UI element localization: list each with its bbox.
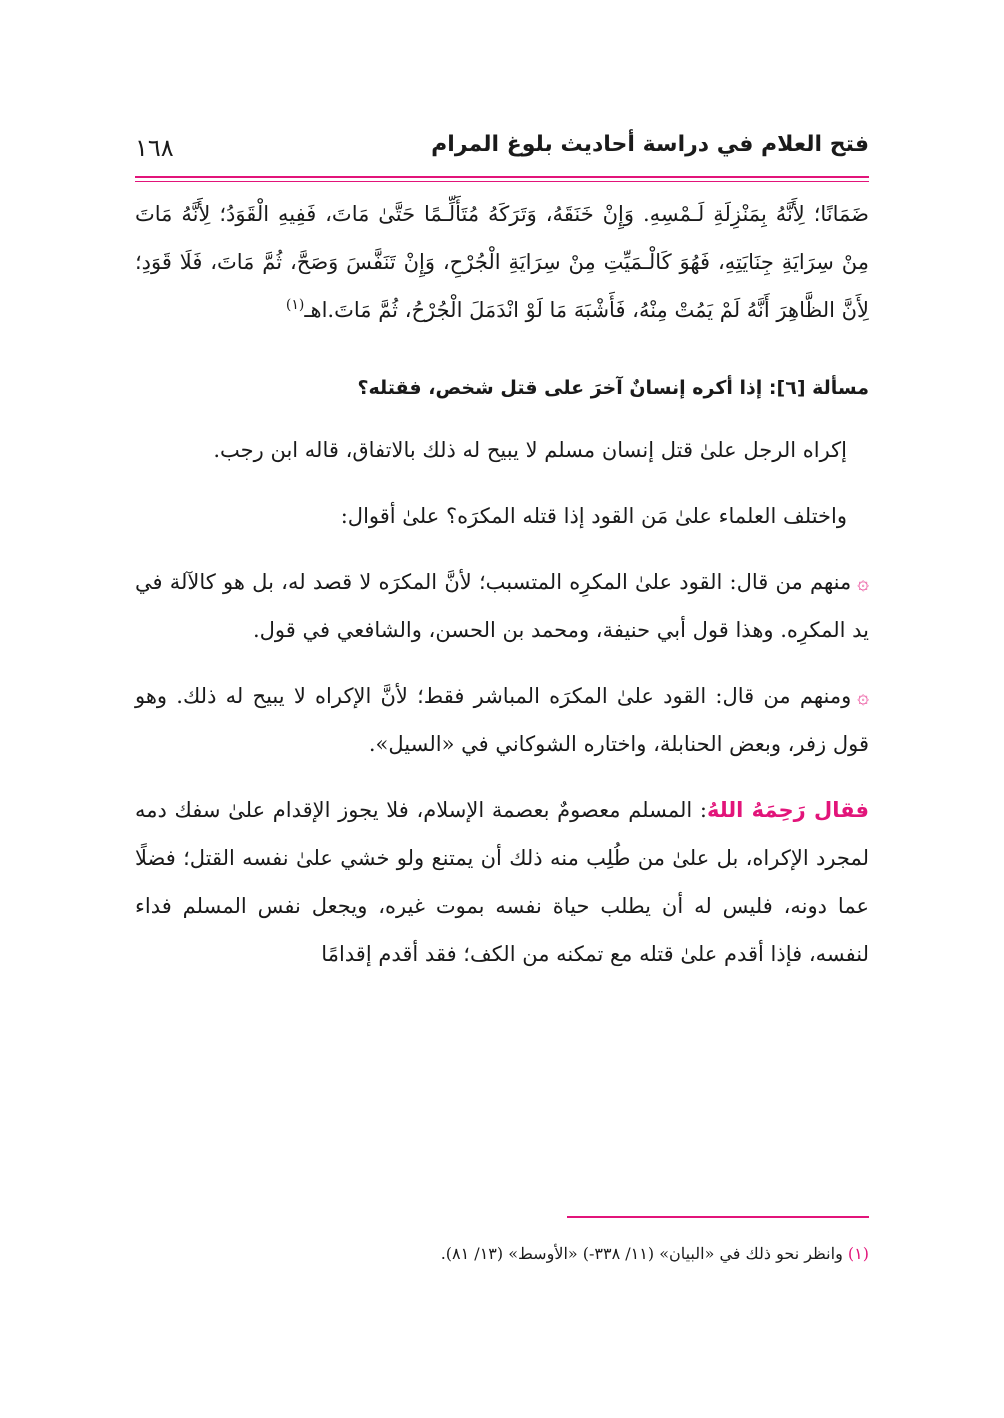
header-divider-thin [135, 181, 869, 182]
question-text: إذا أكره إنسانٌ آخرَ على قتل شخص، فقتله؟ [357, 377, 763, 399]
header-divider [135, 176, 869, 178]
footnote-reference[interactable]: (١) [285, 297, 305, 313]
footnote-number: (١) [847, 1244, 869, 1263]
footnote-divider [567, 1216, 869, 1218]
paragraph-5-text: ومنهم من قال: القود علىٰ المكرَه المباشر فقط؛ لأنَّ الإكراه لا يبيح له ذلك. وهو قول زفر، وبعض الحنابلة، واختاره الشوكاني في «السيل». [135, 684, 869, 756]
paragraph-2: إكراه الرجل علىٰ قتل إنسان مسلم لا يبيح له ذلك بالاتفاق، قاله ابن رجب. [213, 438, 847, 462]
paragraph-6-text: : المسلم معصومٌ بعصمة الإسلام، فلا يجوز الإقدام علىٰ سفك دمه لمجرد الإكراه، بل علىٰ من طُلِب منه ذلك أن يمتنع ولو خشي علىٰ نفسه القتل؛ فضلًا عما دونه، فليس له أن يطلب حياة نفسه بموت غيره، ويجعل نفس المسلم فداء لنفسه، فإذا أقدم علىٰ قتله مع تمكنه من الكف؛ فقد أقدم إقدامًا [135, 798, 869, 966]
paragraph-4 [135, 558, 869, 654]
footnote [135, 1240, 869, 1268]
page-header [135, 118, 869, 170]
book-title: فتح العلام في دراسة أحاديث بلوغ المرام [431, 132, 869, 157]
paragraph-3: واختلف العلماء علىٰ مَن القود إذا قتله المكرَه؟ علىٰ أقوال: [340, 504, 847, 528]
paragraph-6-lead: فقال رَحِمَهُ اللهُ [706, 798, 869, 822]
paragraph-5 [135, 672, 869, 768]
paragraph-1-text: ضَمَانًا؛ لِأَنَّهُ بِمَنْزِلَةِ لَـمْسِهِ. وَإِنْ خَنَقَهُ، وَتَرَكَهُ مُتَأَلِّـمًا حَتَّىٰ مَاتَ، فَفِيهِ الْقَوَدُ؛ لِأَنَّهُ مَاتَ مِنْ سِرَايَةِ جِنَايَتِهِ، فَهُوَ كَالْـمَيِّتِ مِنْ سِرَايَةِ الْجُرْحِ، وَإِنْ تَنَفَّسَ وَصَحَّ، ثُمَّ مَاتَ، فَلَا قَوَدِ؛ لِأَنَّ الظَّاهِرَ أَنَّهُ لَمْ يَمُتْ مِنْهُ، فَأَشْبَهَ مَا لَوْ انْدَمَلَ الْجُرْحُ، ثُمَّ مَاتَ.اهـ [135, 202, 869, 322]
question-label: مسألة [٦]: [768, 377, 869, 399]
paragraph-6 [135, 786, 869, 978]
question-heading [135, 368, 869, 408]
page-number: ١٦٨ [135, 134, 174, 162]
paragraph-1 [135, 190, 869, 334]
paragraph-4-text: منهم من قال: القود علىٰ المكرِه المتسبب؛ لأنَّ المكرَه لا قصد له، بل هو كالآلة في يد المكرِه. وهذا قول أبي حنيفة، ومحمد بن الحسن، والشافعي في قول. [135, 570, 869, 642]
footnote-text: وانظر نحو ذلك في «البيان» (١١/ ٣٣٨-) «الأوسط» (١٣/ ٨١). [440, 1244, 843, 1263]
page-body [135, 190, 869, 978]
bullet-ornament-icon: ۞ [857, 570, 869, 594]
bullet-ornament-icon: ۞ [857, 684, 869, 708]
